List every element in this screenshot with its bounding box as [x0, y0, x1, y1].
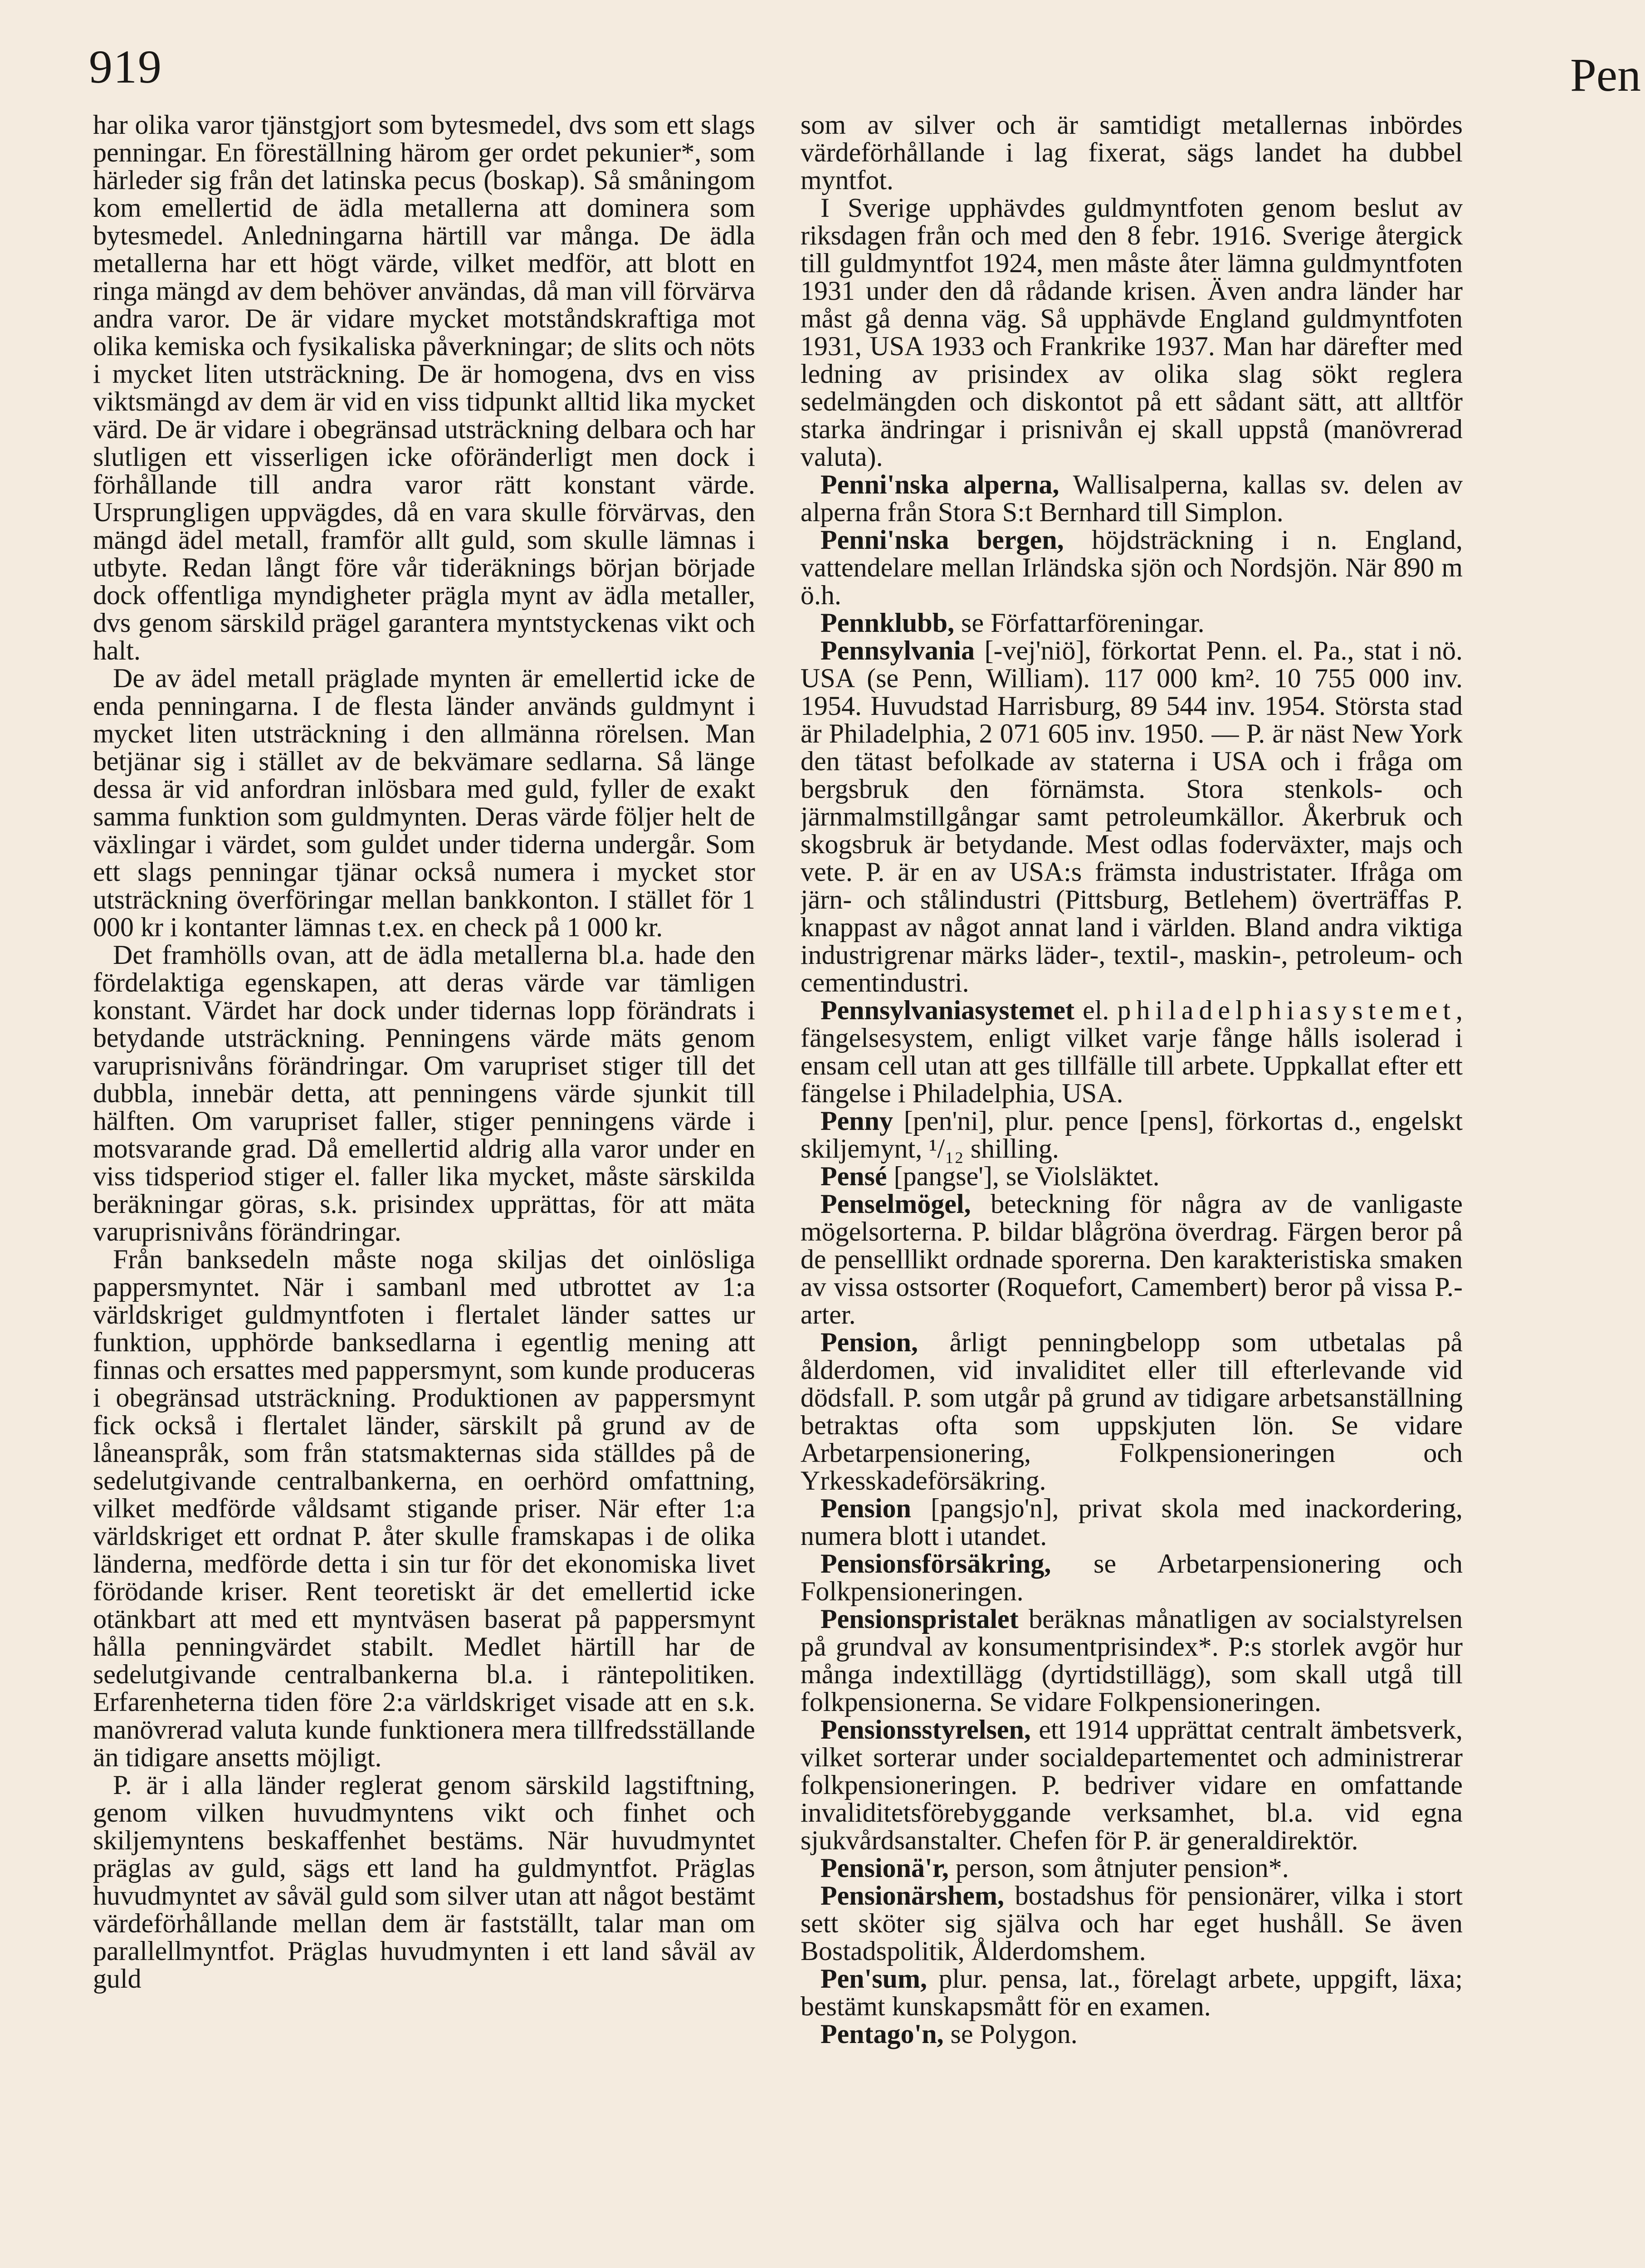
headword: Pensionärshem,: [820, 1881, 1004, 1911]
entry-pension-skola: [801, 1495, 1463, 1550]
headword: Pensionä'r,: [820, 1853, 949, 1883]
paragraph: Från banksedeln måste noga skiljas det oinlösliga pappersmyntet. När i sambanl med utbrottet av 1:a världskriget guldmyntfoten i flertalet länder sattes ur funktion, upphörde banksedlarna i egentlig mening att finnas och ersattes med pappersmynt, som kunde produceras i obegränsad utsträckning. Produktionen av pappersmynt fick också i flertalet länder, särskilt på grund av de låneanspråk, som från statsmakternas sida ställdes på de sedelutgivande centralbankerna, en oerhörd omfattning, vilket medförde våldsamt stigande priser. När efter 1:a världskriget ett ordnat P. åter skulle framskapas i de olika länderna, medförde detta i sin tur för det ekonomiska livet förödande kriser. Rent teoretiskt är det emellertid icke otänkbart att med ett myntväsen baserat på pappersmynt hålla penningvärdet stabilt. Medlet härtill har de sedelutgivande centralbankerna bl.a. i räntepolitiken. Erfarenheterna tiden före 2:a världskriget visade att en s.k. manövrerad valuta kunde funktionera mera tillfredsställande än tidigare ansetts möjligt.: [93, 1244, 755, 1772]
entry-text: beräknas månatligen av socialstyrelsen på grundval av konsumentprisindex*. P:s storlek avgör hur många indextillägg (dyrtidstillägg), som skall utgå till folkpensionerna. Se vidare Folkpensioneringen.: [801, 1604, 1463, 1717]
entry-pensionsforsakring: [801, 1550, 1463, 1605]
entry-pensionarshem: [801, 1882, 1463, 1965]
entry-pentagon: [801, 2020, 1463, 2048]
entry-pensionar: [801, 1854, 1463, 1882]
left-column: [93, 111, 755, 2268]
entry-text: se Arbetarpensionering och Folkpensioneringen.: [801, 1549, 1463, 1606]
entry-text: [pangse'], se Violsläktet.: [887, 1161, 1160, 1191]
entry-text: [pen'ni], plur. pence [pens], förkortas d., engelskt skiljemynt, ¹/₁₂ shilling.: [801, 1106, 1463, 1163]
entry-text: , fängelsesystem, enligt vilket varje fånge hålls isolerad i ensam cell utan att ges tillfälle till arbete. Uppkallat efter ett fängelse i Philadelphia, USA.: [801, 995, 1463, 1108]
entry-text: Wallisalperna, kallas sv. delen av alperna från Stora S:t Bernhard till Simplon.: [801, 469, 1463, 527]
right-column: [801, 111, 1463, 2268]
paragraph: De av ädel metall präglade mynten är emellertid icke de enda penningarna. I de flesta länder används guldmynt i mycket liten utsträckning i den allmänna rörelsen. Man betjänar sig i stället av de bekvämare sedlarna. Så länge dessa är vid anfordran inlösbara med guld, fyller de exakt samma funktion som guldmynten. Deras värde följer helt de växlingar i värdet, som guldet under tiderna undergår. Som ett slags penningar tjänar också numera i mycket stor utsträckning överföringar mellan bankkonton. I stället för 1 000 kr i kontanter lämnas t.ex. en check på 1 000 kr.: [93, 663, 755, 942]
entry-penselmogel: [801, 1190, 1463, 1329]
spaced-term: philadelphiasystemet: [1117, 995, 1456, 1025]
headword: Pensionsstyrelsen,: [820, 1715, 1031, 1745]
entry-pennsylvaniasystemet: [801, 997, 1463, 1107]
headword: Pentago'n,: [820, 2019, 944, 2049]
entry-pennsylvania: [801, 637, 1463, 997]
entry-penninska-bergen: [801, 526, 1463, 609]
headword: Pennsylvaniasystemet: [820, 995, 1074, 1025]
headword: Penni'nska alperna,: [820, 469, 1059, 499]
headword: Pensé: [820, 1161, 887, 1191]
headword: Pension: [820, 1493, 912, 1523]
headword: Penselmögel,: [820, 1189, 971, 1219]
paragraph: har olika varor tjänstgjort som bytesmedel, dvs som ett slags penningar. En föreställning härom ger ordet pekunier*, som härleder sig från det latinska pecus (boskap). Så småningom kom emellertid de ädla metallerna att dominera som bytesmedel. Anledningarna härtill var många. De ädla metallerna har ett högt värde, vilket medför, att blott en ringa mängd av dem behöver användas, då man vill förvärva andra varor. De är vidare mycket motståndskraftiga mot olika kemiska och fysikaliska påverkningar; de slits och nöts i mycket liten utsträckning. De är homogena, dvs en viss viktsmängd av dem är vid en viss tidpunkt alltid lika mycket värd. De är vidare i obegränsad utsträckning delbara och har slutligen ett visserligen icke oföränderligt men dock i förhållande till andra varor rätt konstant värde. Ursprungligen uppvägdes, då en vara skulle förvärvas, den mängd ädel metall, framför allt guld, som skulle lämnas i utbyte. Redan långt före vår tideräknings början började dock offentliga myndigheter prägla mynt av ädla metaller, dvs genom särskild prägel garantera myntstyckenas vikt och halt.: [93, 111, 755, 665]
headword: Penny: [820, 1106, 893, 1136]
entry-penninska-alperna: [801, 471, 1463, 526]
paragraph: I Sverige upphävdes guldmyntfoten genom beslut av riksdagen från och med den 8 febr. 1916. Sverige återgick till guldmyntfot 1924, men måste åter lämna guldmyntfoten 1931 under den då rådande krisen. Även andra länder har måst gå denna väg. Så upphävde England guldmyntfoten 1931, USA 1933 och Frankrike 1937. Man har därefter med ledning av prisindex av olika slag sökt reglera sedelmängden och diskontot på ett sådant sätt, att alltför starka ändringar i prisnivån ej skall uppstå (manövrerad valuta).: [801, 193, 1463, 472]
entry-text: se Författarföreningar.: [954, 608, 1205, 638]
entry-pense: [801, 1163, 1463, 1190]
headword: Pennsylvania: [820, 635, 975, 665]
entry-text: ett 1914 upprättat centralt ämbetsverk, vilket sorterar under socialdepartementet och administrerar folkpensioneringen. P. bedriver vidare en omfattande invaliditetsförebyggande verksamhet, bl.a. vid egna sjukvårdsanstalter. Chefen för P. är generaldirektör.: [801, 1715, 1463, 1855]
entry-text: el.: [1074, 995, 1118, 1025]
page-number: 919: [89, 41, 162, 93]
entry-pensionspristalet: [801, 1605, 1463, 1716]
entry-text: årligt penningbelopp som utbetalas på ålderdomen, vid invaliditet eller till efterlevande vid dödsfall. P. som utgår på grund av tidigare arbetsanställning betraktas ofta som uppskjuten lön. Se vidare Arbetarpensionering, Folkpensioneringen och Yrkesskadeförsäkring.: [801, 1327, 1463, 1496]
headword: Pen'sum,: [820, 1964, 927, 1994]
headword: Pensionspristalet: [820, 1604, 1019, 1634]
paragraph: Det framhölls ovan, att de ädla metallerna bl.a. hade den fördelaktiga egenskapen, att deras värde var tämligen konstant. Värdet har dock under tidernas lopp förändrats i betydande utsträckning. Penningens värde mäts genom varuprisnivåns förändringar. Om varupriset stiger till det dubbla, innebär detta, att penningens värde sjunkit till hälften. Om varupriset faller, stiger penningens värde i motsvarande grad. Då emellertid aldrig alla varor under en viss tidsperiod stiger el. faller lika mycket, måste särskilda beräkningar göras, s.k. prisindex upprättas, för att mäta varuprisnivåns förändringar.: [93, 940, 755, 1246]
headword: Pension,: [820, 1327, 918, 1357]
paragraph: P. är i alla länder reglerat genom särskild lagstiftning, genom vilken huvudmyntens vikt och finhet och skiljemyntens beskaffenhet bestäms. När huvudmyntet präglas av guld, sägs ett land ha guldmyntfot. Präglas huvudmyntet av såväl guld som silver utan att något bestämt värdeförhållande mellan dem är fastställt, talar man om parallellmyntfot. Präglas huvudmynten i ett land såväl av guld: [93, 1770, 755, 1994]
entry-pension: [801, 1329, 1463, 1495]
entry-pennklubb: [801, 609, 1463, 637]
entry-text: se Polygon.: [943, 2019, 1078, 2049]
headword: Pensionsförsäkring,: [820, 1549, 1051, 1579]
entry-text: plur. pensa, lat., förelagt arbete, uppgift, läxa; bestämt kunskapsmått för en examen.: [801, 1964, 1463, 2021]
entry-text: [-vej'niö], förkortat Penn. el. Pa., stat i nö. USA (se Penn, William). 117 000 km². 10 755 000 inv. 1954. Huvudstad Harrisburg, 89 544 inv. 1954. Största stad är Philadelphia, 2 071 605 inv. 1950. — P. är näst New York den tätast befolkade av staterna i USA och i fråga om bergsbruk den förnämsta. Stora stenkols- och järnmalmstillgångar samt petroleumkällor. Åkerbruk och skogsbruk är betydande. Mest odlas foderväxter, majs och vete. P. är en av USA:s främsta industristater. Ifråga om järn- och stålindustri (Pittsburg, Betlehem) överträffas P. knappast av något annat land i världen. Bland andra viktiga industrigrenar märks läder-, textil-, maskin-, petroleum- och cementindustri.: [801, 635, 1463, 997]
entry-pensum: [801, 1965, 1463, 2020]
headword: Penni'nska bergen,: [820, 525, 1064, 555]
entry-pensionsstyrelsen: [801, 1716, 1463, 1854]
entry-text: beteckning för några av de vanligaste mögelsorterna. P. bildar blågröna överdrag. Färgen beror på de penselllikt ordnade sporerna. Den karakteristiska smaken av vissa ostsorter (Roquefort, Camembert) beror på vissa P.-arter.: [801, 1189, 1463, 1330]
headword: Pennklubb,: [820, 608, 955, 638]
entry-text: person, som åtnjuter pension*.: [948, 1853, 1289, 1883]
paragraph: som av silver och är samtidigt metallernas inbördes värdeförhållande i lag fixerat, sägs landet ha dubbel myntfot.: [801, 111, 1463, 195]
entry-text: [pangsjo'n], privat skola med inackordering, numera blott i utandet.: [801, 1493, 1463, 1551]
entry-text: höjdsträckning i n. England, vattendelare mellan Irländska sjön och Nordsjön. När 890 m ö.h.: [801, 525, 1463, 610]
entry-text: bostadshus för pensionärer, vilka i stort sett sköter sig själva och har eget hushåll. Se även Bostadspolitik, Ålderdomshem.: [801, 1881, 1463, 1966]
entry-penny: [801, 1107, 1463, 1163]
running-head: Pen: [1570, 49, 1641, 101]
